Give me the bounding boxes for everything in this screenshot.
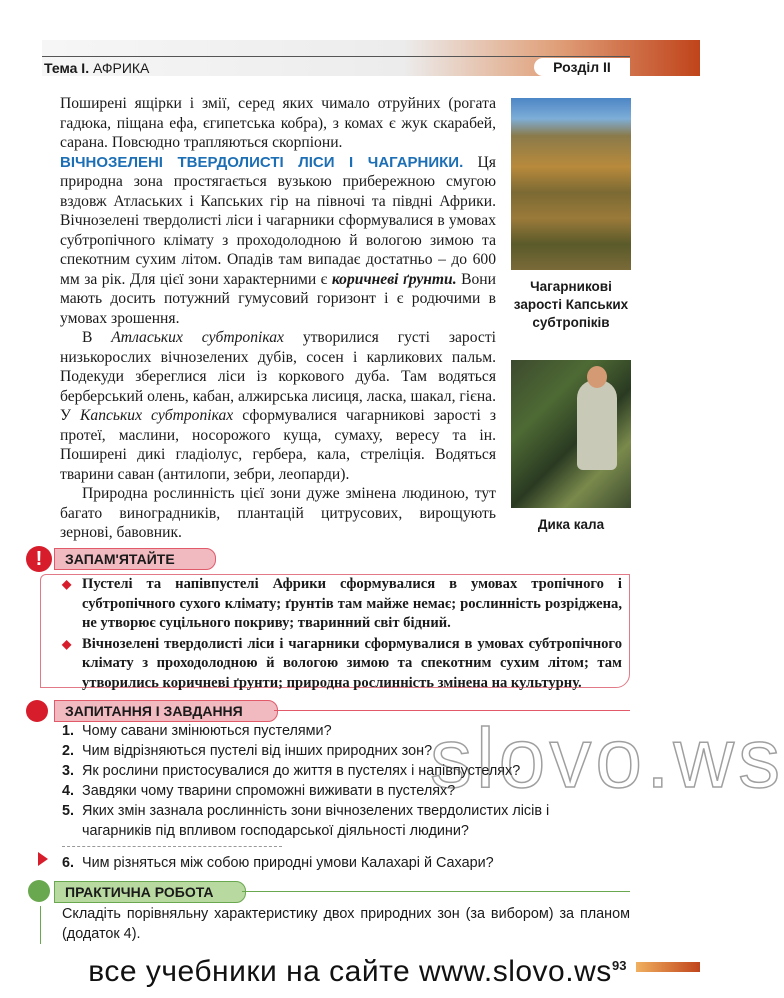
paragraph-3-emphasis-2: Капських субтропіках: [80, 407, 234, 424]
paragraph-2-text-b: Вони мають досить потужний гумусовий горизонт і є родючими в умовах зрошення.: [60, 270, 496, 327]
remember-item-text: Пустелі та напівпустелі Африки сформувалися в умовах тропічного і субтропічного сухого клімату; ґрунтів там майже немає; рослинність розріджена, не утворює суцільного покриву; тваринний світ бідний.: [82, 576, 622, 631]
question-text: Яких змін зазнала рослинність зони вічнозелених твердолистих лісів і чагарників під впливом господарської діяльності людини?: [82, 803, 550, 839]
questions-divider: [62, 846, 282, 847]
paragraph-3-emphasis-1: Атлаських субтропіках: [111, 329, 284, 346]
questions-marker-icon: [26, 700, 48, 722]
question-text: Чому савани змінюються пустелями?: [82, 723, 332, 739]
paragraph-2: [60, 153, 496, 329]
question-number: 2.: [62, 743, 75, 759]
remember-list: [62, 575, 622, 694]
question-item: [62, 801, 622, 841]
questions-title: ЗАПИТАННЯ І ЗАВДАННЯ: [54, 700, 278, 722]
practice-vertical-rule: [40, 906, 41, 944]
diamond-bullet-icon: ◆: [62, 577, 72, 591]
practice-marker-icon: [28, 880, 50, 902]
main-text: [60, 94, 496, 543]
remember-item: [62, 575, 622, 634]
paragraph-1: Поширені ящірки і змії, серед яких чимало отруйних (рогата гадюка, піщана ефа, єгипетська кобра), з комах є жук скарабей, сарана. Повсюдно трапляються скорпіони.: [60, 95, 496, 151]
footer-banner: все учебники на сайте www.slovo.ws: [88, 955, 612, 988]
calla-photo: [511, 360, 631, 508]
question-text: Чим відрізняються пустелі від інших природних зон?: [82, 743, 433, 759]
photo-caption-1: Чагарникові зарості Капських субтропіків: [513, 279, 629, 330]
paragraph-2-emphasis: коричневі ґрунти.: [331, 270, 457, 288]
paragraph-3-text-b: утворилися густі зарості низькорослих вічнозелених дубів, сосен і карликових пальм. Подекуди збереглися ліси із коркового дуба. Там водяться берберський олень, кабан, алжирська лисиця, ласка, шакал, гієна. У: [60, 329, 496, 424]
remember-item-text: Вічнозелені твердолисті ліси і чагарники сформувалися в умовах субтропічного клімату з проходолодною й вологою зимою та спекотним сухим літом; там утворились коричневі ґрунти; природна рослинність змінена на культурну.: [82, 635, 622, 691]
paragraph-2-text-a: Ця природна зона простягається вузькою прибережною смугою вздовж Атлаських і Капських гір на півночі та півдні Африки. Вічнозелені твердолисті ліси і чагарники сформувалися в умовах субтропічного клімату з проходолодною й вологою зимою та спекотним сухим літом. Опадів там випадає достатньо – до 600 мм за рік. Для цієї зони характерними є: [60, 153, 496, 288]
shrubland-photo: [511, 98, 631, 270]
paragraph-3: [60, 328, 496, 484]
theme-label: [44, 60, 149, 76]
arrow-marker-icon: [38, 852, 48, 866]
header-rule: [42, 56, 630, 57]
theme-name: АФРИКА: [92, 60, 150, 76]
remember-item: [62, 635, 622, 694]
watermark: slovo.ws: [430, 711, 784, 805]
practice-text: Складіть порівняльну характеристику двох природних зон (за вибором) за планом (додаток 4).: [62, 906, 630, 942]
diamond-bullet-icon: ◆: [62, 636, 72, 651]
theme-prefix: Тема І.: [44, 60, 90, 76]
paragraph-3-text-a: В: [82, 329, 112, 346]
page-number: 93: [612, 958, 627, 973]
section-label: Розділ ІІ: [534, 58, 630, 76]
person-head: [587, 366, 607, 388]
question-text: Чим різняться між собою природні умови Калахарі й Сахари?: [82, 855, 494, 871]
person-figure: [577, 380, 617, 470]
exclamation-icon: !: [26, 546, 52, 572]
paragraph-4: Природна рослинність цієї зони дуже змінена людиною, тут багато виноградників, плантацій цитрусових, вирощують зернові, бавовник.: [60, 485, 496, 541]
photo-caption-2: Дика кала: [537, 517, 605, 532]
question-number: 4.: [62, 783, 75, 799]
question-number: 3.: [62, 763, 75, 779]
question-number: 5.: [62, 803, 75, 819]
question-text: Як рослини пристосувалися до життя в пустелях і напівпустелях?: [82, 763, 521, 779]
question-number: 6.: [62, 855, 75, 871]
remember-title: ЗАПАМ'ЯТАЙТЕ: [54, 548, 216, 570]
paragraph-3-text-c: сформувалися чагарникові зарості з протеї, маслини, носорожого куща, сумаху, вересу та ін. Поширені дикі гладіолус, гербера, кала, стреліція. Водяться тварини саван (антилопи, зебри, леопарди).: [60, 407, 496, 483]
question-item: [62, 853, 622, 873]
practice-rule: [242, 891, 630, 892]
section-title: ВІЧНОЗЕЛЕНІ ТВЕРДОЛИСТІ ЛІСИ І ЧАГАРНИКИ.: [60, 153, 464, 171]
question-text: Завдяки чому тварини спроможні виживати в пустелях?: [82, 783, 456, 799]
question-number: 1.: [62, 723, 75, 739]
practice-title: ПРАКТИЧНА РОБОТА: [54, 881, 246, 903]
